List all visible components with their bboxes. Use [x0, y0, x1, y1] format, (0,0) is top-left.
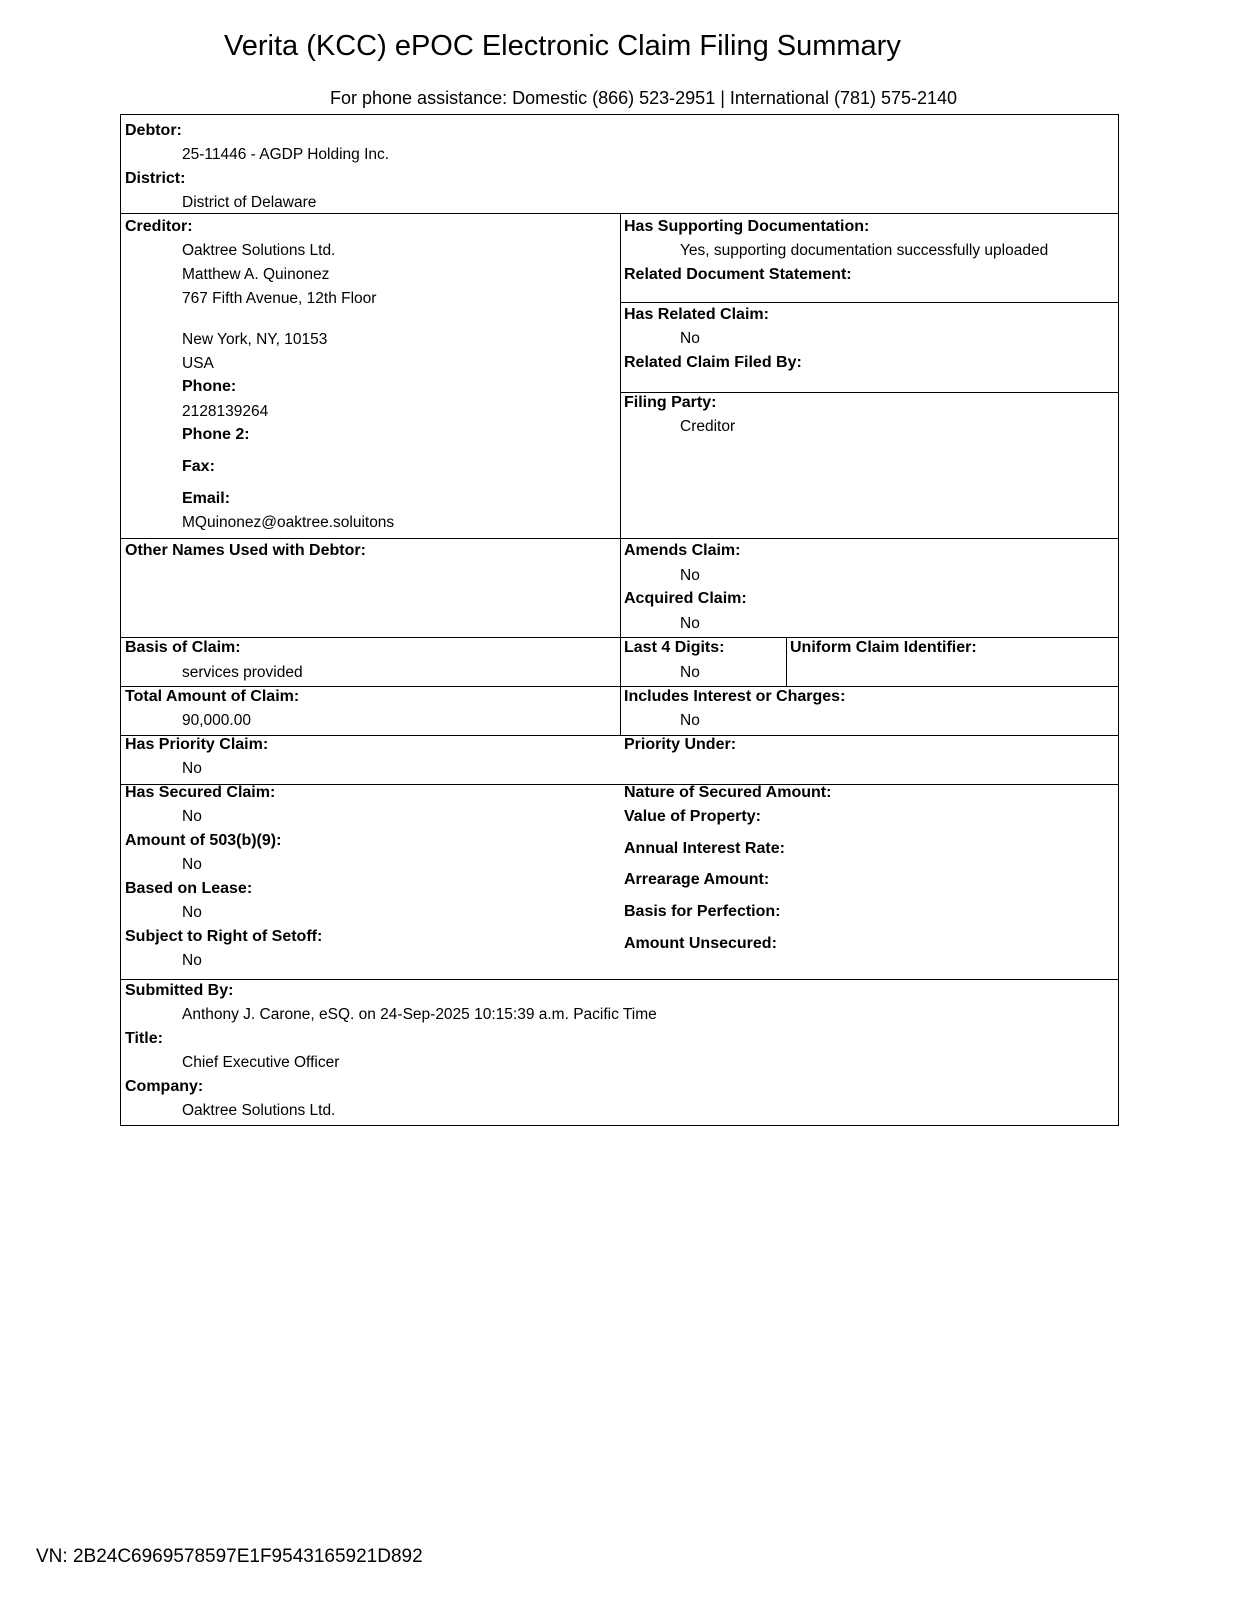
divider — [121, 979, 1118, 980]
company-label: Company: — [125, 1078, 204, 1095]
related-doc-statement-label: Related Document Statement: — [624, 266, 852, 283]
creditor-contact: Matthew A. Quinonez — [182, 266, 330, 283]
creditor-name: Oaktree Solutions Ltd. — [182, 242, 336, 259]
based-on-lease-value: No — [182, 904, 202, 921]
last4-value: No — [680, 664, 700, 681]
divider — [620, 302, 1118, 303]
basis-of-claim-value: services provided — [182, 664, 303, 681]
divider — [786, 637, 787, 686]
priority-under-label: Priority Under: — [624, 736, 737, 753]
creditor-phone-label: Phone: — [182, 378, 237, 395]
page-title: Verita (KCC) ePOC Electronic Claim Filing Summary — [224, 30, 901, 62]
title-value: Chief Executive Officer — [182, 1054, 340, 1071]
value-property-label: Value of Property: — [624, 808, 761, 825]
divider — [121, 735, 1118, 736]
submitted-by-label: Submitted By: — [125, 982, 234, 999]
creditor-email-label: Email: — [182, 490, 231, 507]
secured-claim-value: No — [182, 808, 202, 825]
divider — [620, 213, 621, 735]
acquired-claim-label: Acquired Claim: — [624, 590, 747, 607]
creditor-phone: 2128139264 — [182, 403, 269, 420]
claim-summary-form — [120, 114, 1119, 1126]
total-amount-value: 90,000.00 — [182, 712, 251, 729]
other-names-label: Other Names Used with Debtor: — [125, 542, 366, 559]
debtor-label: Debtor: — [125, 122, 182, 139]
perfection-label: Basis for Perfection: — [624, 903, 781, 920]
creditor-phone2-label: Phone 2: — [182, 426, 250, 443]
uniform-claim-id-label: Uniform Claim Identifier: — [790, 639, 977, 656]
submitted-by-value: Anthony J. Carone, eSQ. on 24-Sep-2025 10:15:39 a.m. Pacific Time — [182, 1006, 657, 1023]
based-on-lease-label: Based on Lease: — [125, 880, 253, 897]
creditor-label: Creditor: — [125, 218, 193, 235]
total-amount-label: Total Amount of Claim: — [125, 688, 300, 705]
district-value: District of Delaware — [182, 194, 317, 211]
right-of-setoff-value: No — [182, 952, 202, 969]
amends-claim-label: Amends Claim: — [624, 542, 741, 559]
creditor-fax-label: Fax: — [182, 458, 215, 475]
secured-claim-label: Has Secured Claim: — [125, 784, 276, 801]
interest-charges-label: Includes Interest or Charges: — [624, 688, 846, 705]
arrearage-label: Arrearage Amount: — [624, 871, 770, 888]
creditor-address: 767 Fifth Avenue, 12th Floor — [182, 290, 377, 307]
filing-party-label: Filing Party: — [624, 394, 717, 411]
last4-label: Last 4 Digits: — [624, 639, 725, 656]
supporting-docs-value: Yes, supporting documentation successfully uploaded — [680, 242, 1049, 259]
district-label: District: — [125, 170, 186, 187]
interest-charges-value: No — [680, 712, 700, 729]
creditor-country: USA — [182, 355, 214, 372]
creditor-email: MQuinonez@oaktree.soluitons — [182, 514, 395, 531]
creditor-city-state-zip: New York, NY, 10153 — [182, 331, 328, 348]
supporting-docs-label: Has Supporting Documentation: — [624, 218, 870, 235]
amount-503b9-label: Amount of 503(b)(9): — [125, 832, 282, 849]
priority-claim-label: Has Priority Claim: — [125, 736, 269, 753]
phone-assistance: For phone assistance: Domestic (866) 523-2951 | International (781) 575-2140 — [330, 88, 958, 108]
filing-party-value: Creditor — [680, 418, 736, 435]
priority-claim-value: No — [182, 760, 202, 777]
right-of-setoff-label: Subject to Right of Setoff: — [125, 928, 323, 945]
related-claim-value: No — [680, 330, 700, 347]
nature-secured-label: Nature of Secured Amount: — [624, 784, 832, 801]
acquired-claim-value: No — [680, 615, 700, 632]
amends-claim-value: No — [680, 567, 700, 584]
verification-number: VN: 2B24C6969578597E1F9543165921D892 — [36, 1546, 423, 1567]
basis-of-claim-label: Basis of Claim: — [125, 639, 241, 656]
related-claim-label: Has Related Claim: — [624, 306, 769, 323]
amount-unsecured-label: Amount Unsecured: — [624, 935, 777, 952]
company-value: Oaktree Solutions Ltd. — [182, 1102, 336, 1119]
title-label: Title: — [125, 1030, 163, 1047]
interest-rate-label: Annual Interest Rate: — [624, 840, 785, 857]
amount-503b9-value: No — [182, 856, 202, 873]
related-claim-filed-by-label: Related Claim Filed By: — [624, 354, 802, 371]
debtor-value: 25-11446 - AGDP Holding Inc. — [182, 146, 390, 163]
